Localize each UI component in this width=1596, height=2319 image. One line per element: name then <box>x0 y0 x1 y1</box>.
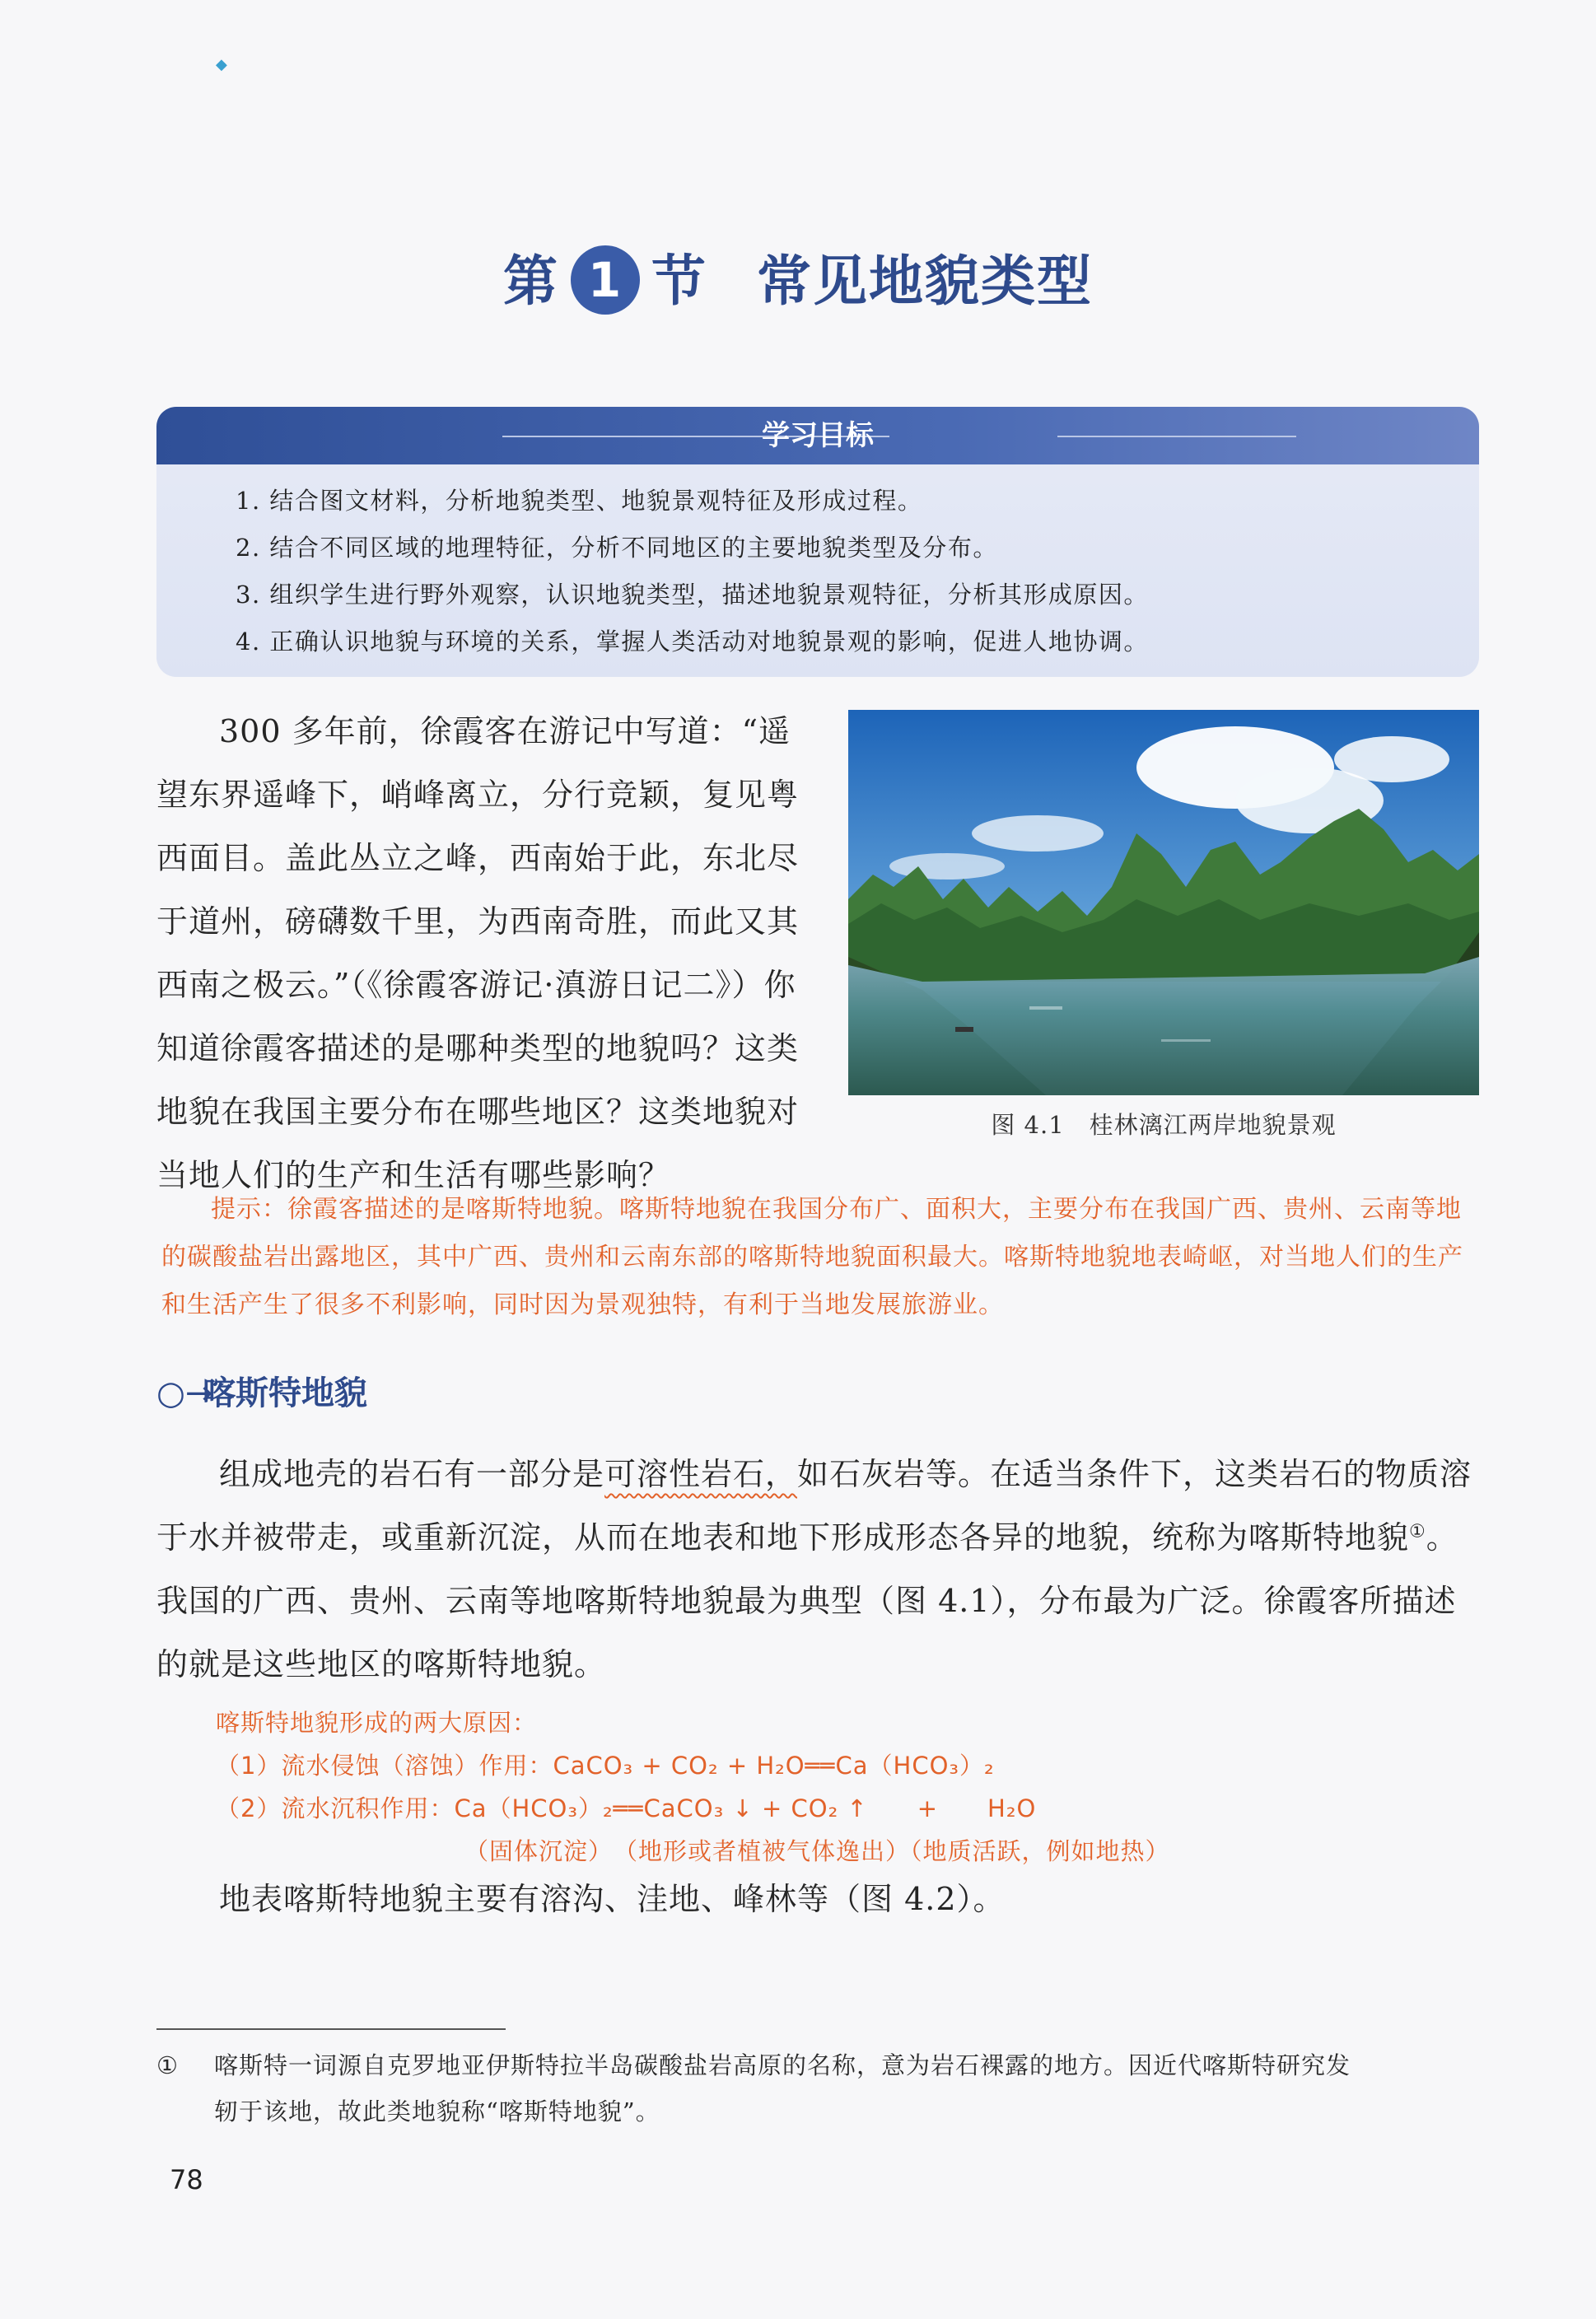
figure-4-1-photo <box>848 710 1479 1095</box>
notes-line-3: （2）流水沉积作用：Ca（HCO₃）₂══CaCO₃ ↓ + CO₂ ↑ + H₂O <box>216 1794 1037 1822</box>
learning-goals-header <box>156 407 1479 464</box>
karst-text-2: 如石灰岩等。在适当条件下，这类岩石的物质溶于水并被带走，或重新沉淀，从而在地表和地下形成形态各异的地貌，统称为喀斯特地貌 <box>156 1456 1472 1556</box>
notes-line-1: 喀斯特地貌形成的两大原因： <box>216 1709 538 1737</box>
goal-item: 3. 组织学生进行野外观察，认识地貌类型，描述地貌景观特征，分析其形成原因。 <box>236 581 1149 609</box>
landforms-paragraph: 地表喀斯特地貌主要有溶沟、洼地、峰林等（图 4.2）。 <box>219 1881 1006 1917</box>
goal-item: 1. 结合图文材料，分析地貌类型、地貌景观特征及形成过程。 <box>236 487 923 515</box>
title-prefix: 第 <box>503 250 559 313</box>
learning-goals-box <box>156 407 1479 677</box>
handwritten-notes <box>216 1701 1170 1873</box>
notes-line-2: （1）流水侵蚀（溶蚀）作用：CaCO₃ + CO₂ + H₂O══Ca（HCO₃）₂ <box>216 1752 995 1780</box>
title-name: 常见地貌类型 <box>757 250 1093 313</box>
figure-caption <box>848 1107 1479 1141</box>
figure-number: 图 4.1 <box>991 1111 1065 1139</box>
hint-text: 提示：徐霞客描述的是喀斯特地貌。喀斯特地貌在我国分布广、面积大，主要分布在我国广西、贵州、云南等地的碳酸盐岩出露地区，其中广西、贵州和云南东部的喀斯特地貌面积最大。喀斯特地貌地表崎岖，对当地人们的生产和生活产生了很多不利影响，同时因为景观独特，有利于当地发展旅游业。 <box>161 1195 1463 1319</box>
karst-landscape-image <box>848 710 1479 1095</box>
notes-line-4-text: （固体沉淀） （地形或者植被气体逸出）（地质活跃，例如地热） <box>464 1837 1170 1865</box>
footnote-rule <box>156 2028 506 2030</box>
header-rule-right <box>1057 436 1296 437</box>
karst-paragraph <box>156 1443 1481 1696</box>
section-number-badge: 1 <box>571 245 640 315</box>
section-heading <box>156 1367 367 1414</box>
footnote-number: ① <box>156 2051 179 2079</box>
goal-item: 2. 结合不同区域的地理特征，分析不同地区的主要地貌类型及分布。 <box>236 534 998 562</box>
karst-text-1: 组成地壳的岩石有一部分是 <box>219 1456 605 1492</box>
footnote <box>156 2042 1481 2135</box>
learning-goals-heading: 学习目标 <box>762 419 874 452</box>
goal-item: 4. 正确认识地貌与环境的关系，掌握人类活动对地貌景观的影响，促进人地协调。 <box>236 628 1149 656</box>
notes-line-4 <box>216 1830 1170 1873</box>
learning-goals-list <box>156 464 1479 665</box>
footnote-line-2: 轫于该地，故此类地貌称“喀斯特地貌”。 <box>214 2097 660 2125</box>
soluble-rock-term: 可溶性岩石， <box>604 1456 798 1492</box>
intro-paragraph: 300 多年前，徐霞客在游记中写道：“遥望东界遥峰下，峭峰离立，分行竞颖，复见粤西面目。盖此丛立之峰，西南始于此，东北尽于道州，磅礴数千里，为西南奇胜，而此又其西南之极云。”（《徐霞客游记·滇游日记二》）你知道徐霞客描述的是哪种类型的地貌吗？这类地貌在我国主要分布在哪些地区？这类地貌对当地人们的生产和生活有哪些影响？ <box>156 713 800 1193</box>
section-arrow-icon: ○→ <box>156 1374 213 1412</box>
title-suffix: 节 <box>651 250 707 313</box>
hint-annotation <box>161 1186 1479 1329</box>
corner-mark-icon: ◆ <box>216 56 227 73</box>
section-heading-text: 喀斯特地貌 <box>203 1374 367 1412</box>
karst-text-3: 。我国的广西、贵州、云南等地喀斯特地貌最为典型（图 4.1），分布最为广泛。徐霞客所描述的就是这些地区的喀斯特地貌。 <box>156 1519 1458 1682</box>
footnote-line-1: 喀斯特一词源自克罗地亚伊斯特拉半岛碳酸盐岩高原的名称，意为岩石裸露的地方。因近代喀斯特研究发 <box>214 2051 1351 2079</box>
figure-caption-text: 桂林漓江两岸地貌景观 <box>1089 1111 1337 1139</box>
footnote-marker[interactable]: ① <box>1409 1521 1426 1542</box>
page-number: 78 <box>170 2164 203 2195</box>
section-title <box>0 237 1596 320</box>
